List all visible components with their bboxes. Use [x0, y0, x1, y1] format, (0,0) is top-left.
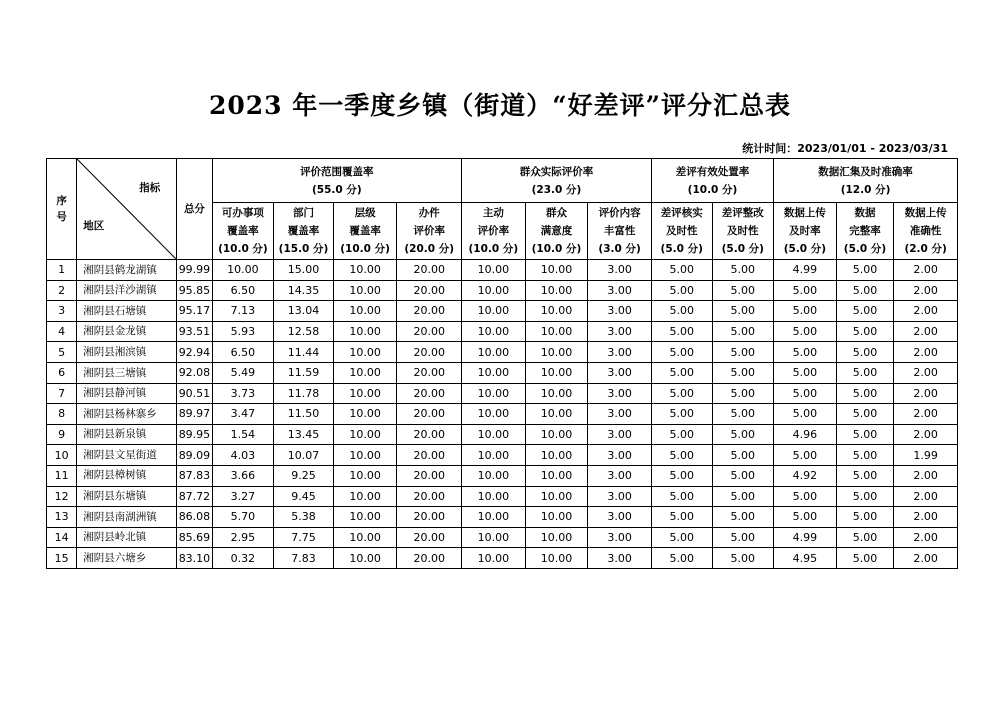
row-score: 20.00	[397, 342, 462, 363]
row-score: 5.00	[836, 404, 894, 425]
statistics-period: 统计时间：2023/01/01 - 2023/03/31	[742, 142, 948, 155]
sub-header: 群众 满意度 (10.0 分)	[525, 203, 588, 260]
row-total: 87.72	[177, 486, 212, 507]
row-score: 2.00	[894, 507, 958, 528]
row-score: 5.00	[712, 486, 774, 507]
row-score: 5.00	[651, 445, 712, 466]
row-score: 3.00	[588, 301, 652, 322]
row-score: 2.00	[894, 424, 958, 445]
row-score: 10.00	[525, 486, 588, 507]
row-score: 10.00	[333, 404, 397, 425]
row-score: 20.00	[397, 280, 462, 301]
row-score: 3.00	[588, 280, 652, 301]
row-area: 湘阴县南湖洲镇	[77, 507, 177, 528]
table-row	[47, 507, 958, 528]
row-score: 3.00	[588, 260, 652, 281]
row-seq: 13	[47, 507, 77, 528]
table-row	[47, 362, 958, 383]
row-score: 10.00	[525, 527, 588, 548]
row-score: 2.00	[894, 342, 958, 363]
total-header: 总分	[177, 159, 212, 260]
row-score: 4.03	[212, 445, 274, 466]
row-score: 20.00	[397, 424, 462, 445]
row-score: 11.50	[274, 404, 334, 425]
sub-header: 层级 覆盖率 (10.0 分)	[333, 203, 397, 260]
row-score: 10.00	[525, 445, 588, 466]
sub-header: 办件 评价率 (20.0 分)	[397, 203, 462, 260]
row-seq: 5	[47, 342, 77, 363]
row-score: 10.00	[333, 507, 397, 528]
row-score: 20.00	[397, 383, 462, 404]
row-score: 5.00	[712, 362, 774, 383]
row-score: 10.00	[333, 527, 397, 548]
row-score: 5.00	[774, 362, 837, 383]
sub-header: 数据 完整率 (5.0 分)	[836, 203, 894, 260]
row-score: 5.00	[774, 301, 837, 322]
diagonal-line	[77, 159, 176, 259]
table-row	[47, 321, 958, 342]
row-score: 10.00	[462, 424, 526, 445]
row-score: 5.00	[774, 404, 837, 425]
row-total: 86.08	[177, 507, 212, 528]
row-score: 5.38	[274, 507, 334, 528]
row-score: 10.00	[333, 260, 397, 281]
row-seq: 4	[47, 321, 77, 342]
row-score: 5.00	[774, 342, 837, 363]
row-score: 2.00	[894, 301, 958, 322]
row-area: 湘阴县洋沙湖镇	[77, 280, 177, 301]
row-score: 4.95	[774, 548, 837, 569]
row-score: 20.00	[397, 548, 462, 569]
row-score: 4.99	[774, 260, 837, 281]
row-score: 6.50	[212, 280, 274, 301]
row-score: 5.93	[212, 321, 274, 342]
sub-header: 评价内容 丰富性 (3.0 分)	[588, 203, 652, 260]
row-score: 10.00	[333, 362, 397, 383]
row-score: 2.00	[894, 362, 958, 383]
row-score: 1.54	[212, 424, 274, 445]
row-score: 20.00	[397, 507, 462, 528]
row-score: 3.00	[588, 465, 652, 486]
row-score: 5.00	[712, 342, 774, 363]
row-score: 10.00	[462, 507, 526, 528]
row-area: 湘阴县樟树镇	[77, 465, 177, 486]
table-row	[47, 445, 958, 466]
row-score: 10.00	[462, 404, 526, 425]
table-row	[47, 342, 958, 363]
row-score: 5.00	[836, 424, 894, 445]
row-score: 2.00	[894, 404, 958, 425]
row-score: 3.00	[588, 445, 652, 466]
row-score: 5.00	[774, 445, 837, 466]
row-score: 2.00	[894, 527, 958, 548]
row-seq: 12	[47, 486, 77, 507]
row-score: 5.00	[712, 445, 774, 466]
row-score: 20.00	[397, 321, 462, 342]
row-score: 10.00	[462, 301, 526, 322]
table-row	[47, 486, 958, 507]
row-seq: 10	[47, 445, 77, 466]
row-score: 2.00	[894, 321, 958, 342]
row-score: 10.00	[525, 362, 588, 383]
row-seq: 15	[47, 548, 77, 569]
row-score: 10.00	[525, 342, 588, 363]
sub-header: 部门 覆盖率 (15.0 分)	[274, 203, 334, 260]
row-score: 5.00	[836, 527, 894, 548]
row-area: 湘阴县杨林寨乡	[77, 404, 177, 425]
table-row	[47, 280, 958, 301]
row-seq: 3	[47, 301, 77, 322]
row-score: 5.00	[651, 404, 712, 425]
row-score: 6.50	[212, 342, 274, 363]
row-score: 5.00	[651, 383, 712, 404]
row-score: 20.00	[397, 404, 462, 425]
sub-header: 可办事项 覆盖率 (10.0 分)	[212, 203, 274, 260]
row-score: 10.00	[212, 260, 274, 281]
row-seq: 6	[47, 362, 77, 383]
row-seq: 11	[47, 465, 77, 486]
row-score: 5.00	[651, 507, 712, 528]
row-score: 3.00	[588, 342, 652, 363]
row-score: 5.00	[712, 383, 774, 404]
row-score: 2.00	[894, 383, 958, 404]
table-row	[47, 260, 958, 281]
row-score: 10.00	[462, 260, 526, 281]
row-score: 10.00	[525, 280, 588, 301]
row-score: 10.00	[525, 321, 588, 342]
row-score: 10.00	[525, 404, 588, 425]
row-total: 90.51	[177, 383, 212, 404]
row-score: 20.00	[397, 362, 462, 383]
row-score: 5.00	[836, 342, 894, 363]
group-disposal-header: 差评有效处置率 (10.0 分)	[651, 159, 773, 203]
row-area: 湘阴县六塘乡	[77, 548, 177, 569]
row-score: 20.00	[397, 445, 462, 466]
row-score: 5.00	[774, 280, 837, 301]
row-score: 10.00	[462, 342, 526, 363]
row-total: 95.85	[177, 280, 212, 301]
row-score: 3.00	[588, 507, 652, 528]
row-score: 2.00	[894, 486, 958, 507]
row-score: 5.00	[651, 342, 712, 363]
row-score: 5.00	[651, 301, 712, 322]
row-score: 4.96	[774, 424, 837, 445]
table-row	[47, 383, 958, 404]
row-area: 湘阴县湘滨镇	[77, 342, 177, 363]
row-total: 95.17	[177, 301, 212, 322]
row-score: 5.00	[651, 548, 712, 569]
row-total: 93.51	[177, 321, 212, 342]
row-score: 3.00	[588, 424, 652, 445]
row-score: 5.00	[836, 486, 894, 507]
row-score: 10.07	[274, 445, 334, 466]
row-score: 10.00	[333, 321, 397, 342]
row-total: 87.83	[177, 465, 212, 486]
row-score: 5.00	[651, 321, 712, 342]
row-score: 10.00	[333, 465, 397, 486]
row-score: 10.00	[333, 424, 397, 445]
row-score: 9.25	[274, 465, 334, 486]
table-row	[47, 404, 958, 425]
row-score: 11.78	[274, 383, 334, 404]
row-seq: 7	[47, 383, 77, 404]
row-score: 13.45	[274, 424, 334, 445]
row-score: 5.00	[651, 486, 712, 507]
sub-header: 数据上传 及时率 (5.0 分)	[774, 203, 837, 260]
row-score: 11.59	[274, 362, 334, 383]
row-score: 5.00	[651, 260, 712, 281]
row-score: 7.75	[274, 527, 334, 548]
row-area: 湘阴县鹤龙湖镇	[77, 260, 177, 281]
row-score: 20.00	[397, 301, 462, 322]
row-area: 湘阴县三塘镇	[77, 362, 177, 383]
row-score: 2.00	[894, 280, 958, 301]
row-score: 10.00	[525, 383, 588, 404]
row-total: 89.09	[177, 445, 212, 466]
row-score: 5.00	[836, 321, 894, 342]
row-score: 5.00	[712, 321, 774, 342]
row-score: 20.00	[397, 260, 462, 281]
row-score: 5.00	[712, 280, 774, 301]
row-score: 10.00	[525, 424, 588, 445]
row-total: 99.99	[177, 260, 212, 281]
row-score: 3.00	[588, 404, 652, 425]
row-score: 5.00	[651, 362, 712, 383]
row-score: 3.47	[212, 404, 274, 425]
row-score: 3.00	[588, 548, 652, 569]
score-summary-table	[46, 158, 958, 569]
row-score: 5.49	[212, 362, 274, 383]
row-total: 92.08	[177, 362, 212, 383]
row-score: 2.00	[894, 465, 958, 486]
row-score: 2.95	[212, 527, 274, 548]
row-score: 10.00	[525, 260, 588, 281]
region-label: 地区	[83, 219, 105, 232]
row-area: 湘阴县岭北镇	[77, 527, 177, 548]
row-score: 5.00	[836, 445, 894, 466]
row-score: 5.00	[774, 507, 837, 528]
row-area: 湘阴县文星街道	[77, 445, 177, 466]
row-area: 湘阴县东塘镇	[77, 486, 177, 507]
row-score: 3.00	[588, 383, 652, 404]
row-score: 10.00	[525, 548, 588, 569]
row-score: 13.04	[274, 301, 334, 322]
row-score: 10.00	[462, 383, 526, 404]
row-score: 0.32	[212, 548, 274, 569]
row-score: 3.27	[212, 486, 274, 507]
row-score: 9.45	[274, 486, 334, 507]
sub-header: 数据上传 准确性 (2.0 分)	[894, 203, 958, 260]
row-score: 5.00	[712, 404, 774, 425]
row-score: 5.00	[712, 548, 774, 569]
row-score: 5.00	[836, 362, 894, 383]
indicator-label: 指标	[139, 182, 161, 194]
row-score: 3.00	[588, 527, 652, 548]
row-score: 3.73	[212, 383, 274, 404]
sub-header: 差评整改 及时性 (5.0 分)	[712, 203, 774, 260]
row-score: 10.00	[462, 548, 526, 569]
row-score: 5.00	[836, 548, 894, 569]
row-seq: 1	[47, 260, 77, 281]
row-score: 2.00	[894, 260, 958, 281]
row-score: 3.66	[212, 465, 274, 486]
row-score: 5.00	[836, 465, 894, 486]
group-evaluation-header: 群众实际评价率 (23.0 分)	[462, 159, 652, 203]
row-score: 2.00	[894, 548, 958, 569]
row-score: 5.00	[836, 280, 894, 301]
row-seq: 8	[47, 404, 77, 425]
row-score: 4.92	[774, 465, 837, 486]
row-score: 5.00	[836, 301, 894, 322]
row-score: 11.44	[274, 342, 334, 363]
row-score: 1.99	[894, 445, 958, 466]
row-score: 5.00	[836, 507, 894, 528]
row-seq: 2	[47, 280, 77, 301]
indicator-region-header	[77, 159, 177, 260]
row-score: 10.00	[525, 301, 588, 322]
row-total: 85.69	[177, 527, 212, 548]
table-row	[47, 424, 958, 445]
row-score: 5.00	[836, 383, 894, 404]
sub-header: 差评核实 及时性 (5.0 分)	[651, 203, 712, 260]
row-area: 湘阴县金龙镇	[77, 321, 177, 342]
row-seq: 14	[47, 527, 77, 548]
row-score: 3.00	[588, 362, 652, 383]
row-score: 10.00	[462, 465, 526, 486]
row-score: 12.58	[274, 321, 334, 342]
row-score: 10.00	[333, 342, 397, 363]
row-score: 10.00	[462, 280, 526, 301]
seq-header: 序号	[47, 159, 77, 260]
row-score: 14.35	[274, 280, 334, 301]
row-score: 10.00	[525, 465, 588, 486]
table-row	[47, 465, 958, 486]
row-score: 5.00	[651, 527, 712, 548]
row-score: 5.00	[774, 486, 837, 507]
row-score: 5.00	[651, 424, 712, 445]
row-score: 10.00	[462, 445, 526, 466]
row-total: 92.94	[177, 342, 212, 363]
row-total: 89.95	[177, 424, 212, 445]
row-score: 5.00	[651, 465, 712, 486]
row-score: 3.00	[588, 321, 652, 342]
row-score: 20.00	[397, 465, 462, 486]
row-score: 7.13	[212, 301, 274, 322]
row-score: 10.00	[462, 486, 526, 507]
row-score: 5.00	[836, 260, 894, 281]
row-score: 10.00	[462, 527, 526, 548]
row-score: 3.00	[588, 486, 652, 507]
row-score: 5.00	[712, 424, 774, 445]
row-score: 5.00	[712, 465, 774, 486]
row-score: 5.00	[712, 301, 774, 322]
row-score: 5.00	[651, 280, 712, 301]
row-score: 5.00	[712, 507, 774, 528]
row-score: 10.00	[525, 507, 588, 528]
row-score: 5.00	[712, 260, 774, 281]
document-title: 2023 年一季度乡镇（街道）“好差评”评分汇总表	[208, 91, 792, 120]
row-score: 20.00	[397, 486, 462, 507]
row-score: 4.99	[774, 527, 837, 548]
row-score: 10.00	[333, 280, 397, 301]
row-total: 83.10	[177, 548, 212, 569]
row-score: 10.00	[462, 362, 526, 383]
group-data-header: 数据汇集及时准确率 (12.0 分)	[774, 159, 958, 203]
row-score: 7.83	[274, 548, 334, 569]
row-score: 10.00	[333, 383, 397, 404]
row-area: 湘阴县新泉镇	[77, 424, 177, 445]
row-score: 10.00	[462, 321, 526, 342]
row-score: 20.00	[397, 527, 462, 548]
row-score: 5.70	[212, 507, 274, 528]
table-row	[47, 527, 958, 548]
table-row	[47, 301, 958, 322]
row-seq: 9	[47, 424, 77, 445]
row-score: 15.00	[274, 260, 334, 281]
group-coverage-header: 评价范围覆盖率 (55.0 分)	[212, 159, 461, 203]
row-score: 5.00	[774, 321, 837, 342]
row-score: 10.00	[333, 301, 397, 322]
row-score: 10.00	[333, 548, 397, 569]
row-total: 89.97	[177, 404, 212, 425]
sub-header: 主动 评价率 (10.0 分)	[462, 203, 526, 260]
row-score: 10.00	[333, 445, 397, 466]
row-area: 湘阴县静河镇	[77, 383, 177, 404]
row-area: 湘阴县石塘镇	[77, 301, 177, 322]
row-score: 5.00	[712, 527, 774, 548]
table-row	[47, 548, 958, 569]
row-score: 5.00	[774, 383, 837, 404]
row-score: 10.00	[333, 486, 397, 507]
